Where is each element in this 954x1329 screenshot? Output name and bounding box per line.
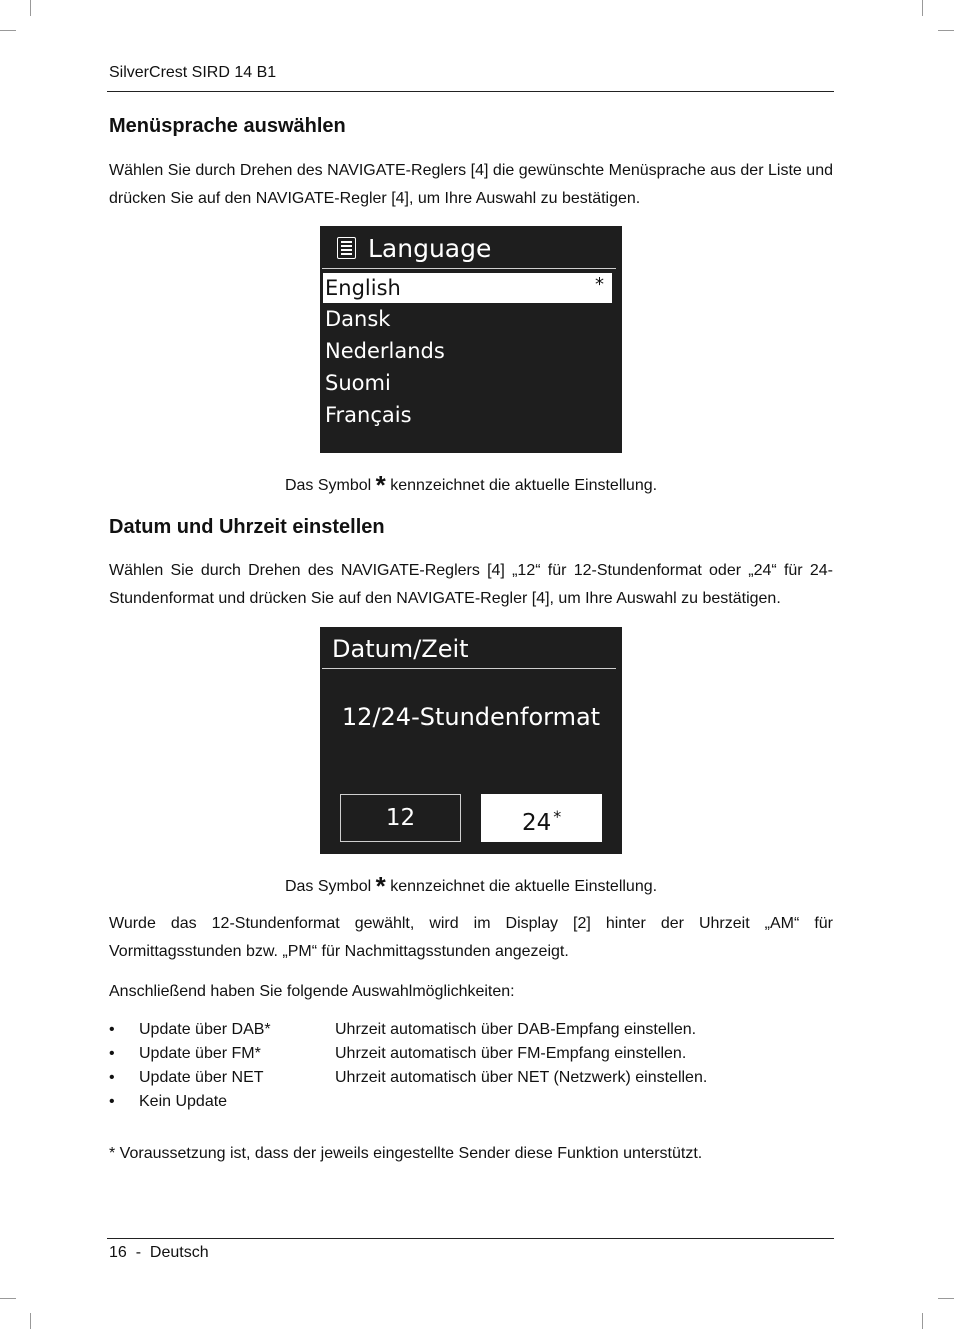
language-item-label: English [325, 276, 401, 300]
option-24-label: 24 [522, 810, 552, 836]
language-screen [320, 226, 622, 453]
list-icon [337, 237, 356, 259]
list-item [109, 1069, 833, 1093]
list-item [109, 1045, 833, 1069]
option-name: Update über FM* [139, 1045, 261, 1062]
bullet-icon: • [109, 1021, 115, 1038]
bullet-icon: • [109, 1093, 115, 1110]
list-item [109, 1093, 833, 1117]
screen-title: Datum/Zeit [332, 635, 469, 663]
caption-text: kennzeichnet die aktuelle Einstellung. [390, 878, 658, 895]
option-12-button[interactable]: 12 [340, 794, 461, 842]
crop-mark [938, 30, 954, 31]
header-title: SilverCrest SIRD 14 B1 [109, 64, 277, 81]
current-setting-marker: * [553, 807, 562, 826]
screen-divider [322, 268, 616, 269]
option-desc: Uhrzeit automatisch über NET (Netzwerk) einstellen. [335, 1069, 708, 1086]
bullet-icon: • [109, 1045, 115, 1062]
language-item[interactable]: Français [325, 403, 412, 427]
footnote: * Voraussetzung ist, dass der jeweils eingestellte Sender diese Funktion unterstützt. [109, 1145, 703, 1162]
language-item[interactable]: Nederlands [325, 339, 445, 363]
crop-mark [922, 0, 923, 16]
caption-text: kennzeichnet die aktuelle Einstellung. [390, 477, 658, 494]
option-desc: Uhrzeit automatisch über FM-Empfang einstellen. [335, 1045, 687, 1062]
screen-title: Language [368, 234, 492, 263]
header-rule [107, 91, 834, 92]
list-item [109, 1021, 833, 1045]
options-intro: Anschließend haben Sie folgende Auswahlmöglichkeiten: [109, 983, 515, 1000]
language-item[interactable]: Suomi [325, 371, 391, 395]
crop-mark [0, 1298, 16, 1299]
option-name: Update über DAB* [139, 1021, 271, 1038]
asterisk-icon: * [375, 470, 386, 500]
caption-text: Das Symbol [284, 878, 372, 895]
current-setting-marker: * [595, 274, 604, 295]
option-24-button[interactable] [481, 794, 602, 842]
screen-subtitle: 12/24-Stundenformat [341, 703, 601, 731]
page-number: 16 - Deutsch [109, 1244, 209, 1261]
screen-divider [322, 668, 616, 669]
section-text-language: Wählen Sie durch Drehen des NAVIGATE-Reglers [4] die gewünschte Menüsprache aus der Liste und drücken Sie auf den NAVIGATE-Regler [4], um Ihre Auswahl zu bestätigen. [109, 162, 833, 207]
language-item[interactable]: Dansk [325, 307, 391, 331]
caption-datetime [109, 873, 833, 899]
footer-rule [107, 1238, 834, 1239]
crop-mark [922, 1313, 923, 1329]
datetime-screen [320, 627, 622, 854]
ampm-text: Wurde das 12-Stundenformat gewählt, wird im Display [2] hinter der Uhrzeit „AM“ für Vormittagsstunden bzw. „PM“ für Nachmittagsstunden angezeigt. [109, 915, 833, 960]
section-heading-datetime: Datum und Uhrzeit einstellen [109, 516, 385, 538]
language-item-selected[interactable] [323, 273, 612, 303]
option-name: Kein Update [139, 1093, 228, 1110]
bullet-icon: • [109, 1069, 115, 1086]
option-desc: Uhrzeit automatisch über DAB-Empfang einstellen. [335, 1021, 697, 1038]
caption-language [109, 472, 833, 498]
crop-mark [0, 30, 16, 31]
crop-mark [30, 0, 31, 16]
caption-text: Das Symbol [284, 477, 372, 494]
crop-mark [30, 1313, 31, 1329]
options-list [109, 1021, 833, 1117]
section-text-datetime: Wählen Sie durch Drehen des NAVIGATE-Reglers [4] „12“ für 12-Stundenformat oder „24“ für 24-Stundenformat und drücken Sie auf den NAVIGATE-Regler [4], um Ihre Auswahl zu bestätigen. [109, 562, 833, 607]
crop-mark [938, 1298, 954, 1299]
section-heading-language: Menüsprache auswählen [109, 115, 346, 137]
option-name: Update über NET [139, 1069, 264, 1086]
asterisk-icon: * [375, 871, 386, 901]
